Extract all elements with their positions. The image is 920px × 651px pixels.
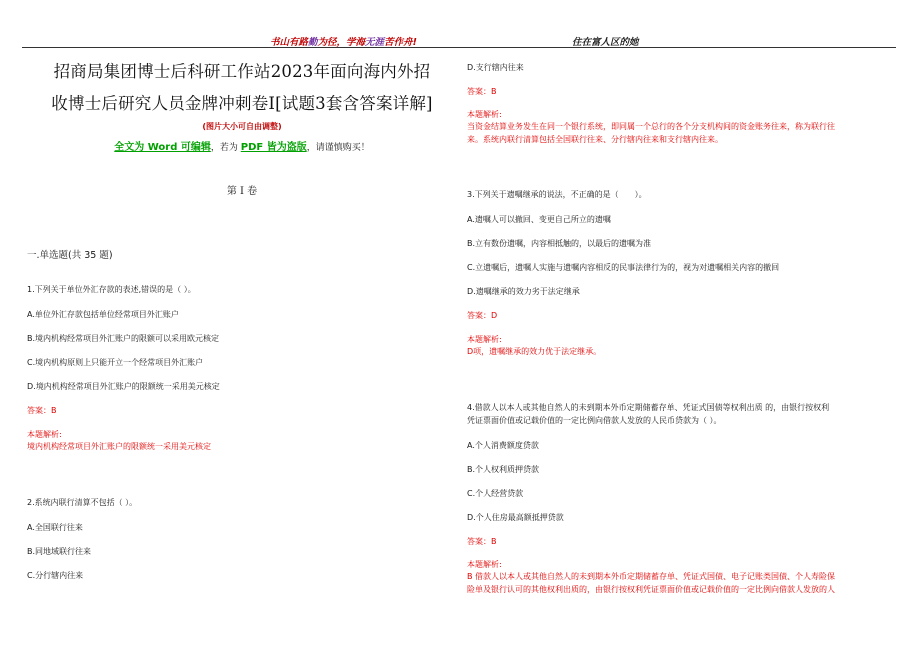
option: D.境内机构经常项目外汇账户的限额统一采用美元核定 <box>27 382 220 391</box>
section-heading: 一.单选题(共 35 题) <box>27 250 113 261</box>
option: C.立遗嘱后，遗嘱人实施与遗嘱内容相反的民事法律行为的，视为对遗嘱相关内容的撤回 <box>467 263 780 272</box>
explanation-label: 本题解析: <box>467 560 502 569</box>
option: C.个人经营贷款 <box>467 489 524 498</box>
notice-text: ，若为 <box>210 143 241 153</box>
question-stem: 2.系统内联行清算不包括（ ）。 <box>27 498 138 507</box>
option: A.个人消费额度贷款 <box>467 441 539 450</box>
question-stem: 凭证票面价值或记载价值的一定比例向借款人发放的人民币贷款为（ ）。 <box>467 416 722 425</box>
explanation: 当资金结算业务发生在同一个银行系统，即同属一个总行的各个分支机构间的资金账务往来，称为联行往 <box>467 122 835 131</box>
option: B.境内机构经常项目外汇账户的限额可以采用欧元核定 <box>27 334 220 343</box>
question-2-continued <box>467 62 897 146</box>
header-motto <box>270 34 417 48</box>
option: B.立有数份遗嘱，内容相抵触的，以最后的遗嘱为准 <box>467 239 652 248</box>
explanation: 来。系统内联行清算包括全国联行往来、分行辖内往来和支行辖内往来。 <box>467 135 723 144</box>
left-column <box>27 56 457 582</box>
header-divider <box>22 47 896 48</box>
option: A.单位外汇存款包括单位经常项目外汇账户 <box>27 310 179 319</box>
option: B.个人权利质押贷款 <box>467 465 540 474</box>
document-title <box>27 56 457 120</box>
pdf-pirated-text: PDF 皆为盗版 <box>240 142 307 153</box>
explanation: B 借款人以本人或其他自然人的未到期本外币定期储蓄存单、凭证式国债、电子记账类国债、个人寿险保 <box>467 572 836 581</box>
word-editable-text: 全文为 Word 可编辑 <box>114 142 211 153</box>
question-stem: 3.下列关于遗嘱继承的说法，不正确的是（ ）。 <box>467 190 647 199</box>
question-stem: 4.借款人以本人或其他自然人的未到期本外币定期储蓄存单、凭证式国债等权利出质 的，由银行按权利 <box>467 403 830 412</box>
option: D.支行辖内往来 <box>467 63 524 72</box>
part-label: 第 I 卷 <box>226 186 258 197</box>
motto-part: 为径，学海 <box>317 37 366 48</box>
explanation: 险单及银行认可的其他权利出质的，由银行按权利凭证票面价值或记载价值的一定比例向借款人发放的人 <box>467 585 835 594</box>
explanation: D项，遗嘱继承的效力优于法定继承。 <box>467 347 602 356</box>
explanation-label: 本题解析: <box>27 430 62 439</box>
option: C.分行辖内往来 <box>27 571 84 580</box>
image-size-note: (图片大小可自由调整) <box>202 122 282 131</box>
answer: 答案：B <box>27 406 57 415</box>
motto-part: 苦作舟! <box>384 37 417 48</box>
option: D.遗嘱继承的效力劣于法定继承 <box>467 287 580 296</box>
motto-part: 书山有路 <box>270 37 309 48</box>
option: A.遗嘱人可以撤回、变更自己所立的遗嘱 <box>467 215 611 224</box>
explanation-label: 本题解析: <box>467 335 502 344</box>
question-1 <box>27 284 457 453</box>
editable-notice <box>27 140 457 156</box>
motto-accent: 勤 <box>308 37 318 48</box>
option: C.境内机构原则上只能开立一个经常项目外汇账户 <box>27 358 204 367</box>
option: A.全国联行往来 <box>27 523 83 532</box>
question-3 <box>467 189 897 358</box>
motto-accent: 无涯 <box>365 37 385 48</box>
question-stem: 1.下列关于单位外汇存款的表述,错误的是（ ）。 <box>27 285 196 294</box>
answer: 答案：D <box>467 311 498 320</box>
explanation-label: 本题解析: <box>467 110 502 119</box>
answer: 答案：B <box>467 537 497 546</box>
question-2 <box>27 497 457 582</box>
option: B.同地域联行往来 <box>27 547 92 556</box>
header-author: 住在富人区的她 <box>572 37 639 48</box>
right-column <box>467 56 897 596</box>
notice-text: ，请谨慎购买！ <box>306 143 370 153</box>
title-line: 收博士后研究人员金牌冲刺卷I[试题3套含答案详解] <box>51 94 433 113</box>
option: D.个人住房最高额抵押贷款 <box>467 513 564 522</box>
explanation: 境内机构经常项目外汇账户的限额统一采用美元核定 <box>27 442 211 451</box>
title-line: 招商局集团博士后科研工作站2023年面向海内外招 <box>53 62 431 81</box>
answer: 答案：B <box>467 87 497 96</box>
question-4 <box>467 402 897 596</box>
